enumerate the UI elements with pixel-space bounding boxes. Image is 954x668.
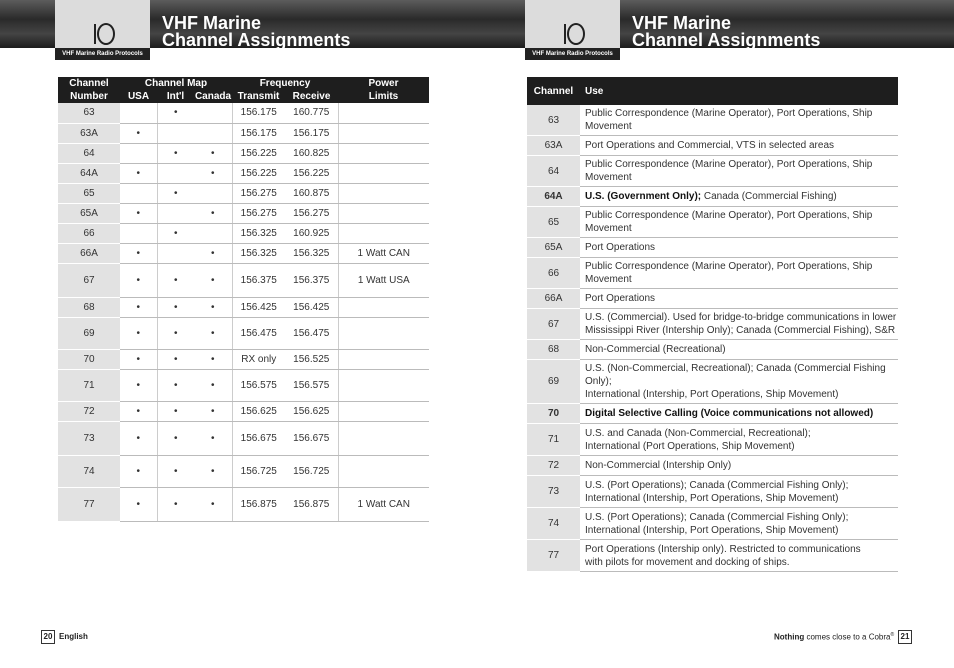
table-cell: 66 — [58, 223, 120, 243]
table-cell: • — [194, 263, 232, 297]
header-canada: Canada — [194, 91, 232, 102]
use-cell — [580, 476, 898, 508]
table-header-row-1 — [58, 77, 429, 90]
table-cell: • — [120, 263, 157, 297]
table-cell — [194, 123, 232, 143]
right-tab-label: VHF Marine Radio Protocols — [525, 48, 620, 60]
table-cell: 156.425 — [232, 297, 285, 317]
use-cell — [580, 309, 898, 340]
cobra-logo-icon — [561, 20, 587, 46]
table-cell: • — [194, 163, 232, 183]
header-limits: Limits — [338, 90, 429, 103]
table-cell: 156.325 — [285, 243, 338, 263]
table-row — [58, 143, 429, 163]
table-cell: • — [157, 369, 194, 401]
table-cell: 160.875 — [285, 183, 338, 203]
use-text: Mississippi River (Intership Only); Canada (Commercial Fishing), S&R — [585, 325, 896, 336]
table-row — [527, 476, 898, 508]
table-cell — [338, 401, 429, 421]
table-row — [527, 105, 898, 136]
table-row — [527, 156, 898, 187]
table-cell: 156.275 — [285, 203, 338, 223]
header-channel: Channel — [527, 77, 580, 105]
table-cell — [120, 103, 157, 123]
use-text: U.S. (Commercial). Used for bridge-to-bridge communications in lower — [585, 312, 897, 323]
table-cell — [120, 223, 157, 243]
table-cell: • — [157, 401, 194, 421]
table-cell: 66A — [58, 243, 120, 263]
table-cell — [338, 103, 429, 123]
table-cell — [338, 297, 429, 317]
table-row — [58, 123, 429, 143]
table-row — [527, 187, 898, 207]
table-cell: 69 — [58, 317, 120, 349]
table-cell: 156.725 — [232, 455, 285, 487]
table-cell: • — [120, 317, 157, 349]
right-page-number: 21 — [898, 630, 912, 644]
table-cell: • — [120, 297, 157, 317]
table-cell — [338, 349, 429, 369]
header-number: Number — [58, 90, 120, 103]
table-row — [58, 103, 429, 123]
use-cell — [580, 424, 898, 456]
table-cell: 156.575 — [232, 369, 285, 401]
table-cell — [338, 369, 429, 401]
table-cell: • — [194, 455, 232, 487]
channel-cell: 73 — [527, 476, 580, 508]
table-row — [58, 401, 429, 421]
channel-cell: 70 — [527, 404, 580, 424]
table-cell: 63A — [58, 123, 120, 143]
table-cell — [338, 455, 429, 487]
left-tab-label: VHF Marine Radio Protocols — [55, 48, 150, 60]
table-cell: • — [157, 103, 194, 123]
table-cell: • — [157, 455, 194, 487]
header-channel: Channel — [58, 77, 120, 90]
use-cell — [580, 360, 898, 404]
use-text: Port Operations — [585, 242, 656, 253]
table-cell: • — [120, 203, 157, 223]
channel-cell: 63A — [527, 136, 580, 156]
table-row — [527, 508, 898, 540]
use-cell — [580, 508, 898, 540]
table-cell: 156.175 — [232, 123, 285, 143]
right-footer-tagline: Nothing comes close to a Cobra® — [774, 632, 895, 642]
table-row — [58, 317, 429, 349]
table-row — [58, 223, 429, 243]
table-cell — [157, 203, 194, 223]
table-cell — [157, 123, 194, 143]
channel-cell: 71 — [527, 424, 580, 456]
table-cell: 156.625 — [285, 401, 338, 421]
use-bold-text: U.S. (Government Only); — [585, 191, 702, 202]
table-header-row — [527, 77, 898, 105]
left-footer-language: English — [59, 632, 88, 641]
table-cell — [120, 183, 157, 203]
use-text: U.S. (Non-Commercial, Recreational); Canada (Commercial Fishing Only); — [585, 363, 886, 387]
table-cell: • — [120, 163, 157, 183]
table-cell: 156.225 — [232, 163, 285, 183]
table-cell: • — [194, 369, 232, 401]
table-cell: • — [157, 143, 194, 163]
left-section-tab — [55, 0, 150, 60]
table-cell: • — [120, 421, 157, 455]
use-text: Public Correspondence (Marine Operator), Port Operations, Ship Movement — [585, 210, 873, 234]
table-cell — [120, 143, 157, 163]
right-section-tab — [525, 0, 620, 60]
table-cell: • — [157, 317, 194, 349]
channel-cell: 68 — [527, 340, 580, 360]
table-cell: • — [157, 349, 194, 369]
table-row — [527, 456, 898, 476]
table-row — [58, 455, 429, 487]
table-row — [527, 289, 898, 309]
table-row — [58, 369, 429, 401]
table-cell: • — [194, 487, 232, 521]
use-cell — [580, 340, 898, 360]
channel-cell: 66 — [527, 258, 580, 289]
table-cell — [338, 163, 429, 183]
header-use: Use — [580, 77, 898, 105]
channel-use-table — [527, 77, 898, 572]
table-cell — [338, 123, 429, 143]
table-cell: 156.375 — [285, 263, 338, 297]
table-cell: 70 — [58, 349, 120, 369]
table-cell: 156.525 — [285, 349, 338, 369]
table-cell: • — [194, 401, 232, 421]
table-cell — [338, 143, 429, 163]
use-text: U.S. (Port Operations); Canada (Commercial Fishing Only); — [585, 511, 849, 523]
table-cell: 77 — [58, 487, 120, 521]
table-row — [58, 203, 429, 223]
table-cell: 65 — [58, 183, 120, 203]
table-cell: 156.175 — [285, 123, 338, 143]
table-cell: • — [194, 297, 232, 317]
use-text: International (Intership, Port Operations, Ship Movement) — [585, 389, 839, 400]
table-cell: • — [194, 203, 232, 223]
channel-cell: 74 — [527, 508, 580, 540]
header-intl: Int'l — [157, 90, 194, 103]
table-cell: 156.275 — [232, 203, 285, 223]
header-receive: Receive — [285, 90, 338, 103]
table-cell: • — [157, 421, 194, 455]
table-cell: • — [157, 297, 194, 317]
table-cell: • — [120, 243, 157, 263]
table-row — [58, 243, 429, 263]
use-text: Port Operations and Commercial, VTS in selected areas — [585, 140, 834, 151]
use-cell — [580, 404, 898, 424]
use-text: U.S. and Canada (Non-Commercial, Recreational); — [585, 427, 811, 439]
table-cell — [338, 421, 429, 455]
table-row — [527, 340, 898, 360]
channel-cell: 65A — [527, 238, 580, 258]
use-cell — [580, 105, 898, 136]
header-usa: USA — [120, 90, 157, 103]
table-cell: 156.225 — [232, 143, 285, 163]
use-text: International (Port Operations, Ship Movement) — [585, 440, 795, 452]
use-cell — [580, 207, 898, 238]
table-cell: 156.325 — [232, 243, 285, 263]
channel-frequency-table — [58, 77, 429, 522]
table-cell: • — [120, 349, 157, 369]
table-cell — [194, 103, 232, 123]
use-text: Canada (Commercial Fishing) — [701, 191, 837, 202]
use-cell — [580, 156, 898, 187]
left-page-title: VHF Marine Channel Assignments — [162, 13, 351, 50]
channel-cell: 66A — [527, 289, 580, 309]
table-cell: • — [120, 455, 157, 487]
table-cell: 1 Watt USA — [338, 263, 429, 297]
use-cell — [580, 540, 898, 572]
left-page-number: 20 — [41, 630, 55, 644]
table-cell: 156.475 — [232, 317, 285, 349]
header-channel-map: Channel Map — [120, 77, 232, 90]
table-cell: 160.825 — [285, 143, 338, 163]
table-cell: • — [157, 263, 194, 297]
table-cell: 156.625 — [232, 401, 285, 421]
table-row — [527, 360, 898, 404]
table-row — [527, 238, 898, 258]
table-cell — [338, 183, 429, 203]
table-cell: 160.925 — [285, 223, 338, 243]
use-text: Non-Commercial (Intership Only) — [585, 460, 732, 471]
table-cell: • — [194, 143, 232, 163]
cobra-logo-icon — [91, 20, 117, 46]
table-cell: 156.425 — [285, 297, 338, 317]
table-cell: 1 Watt CAN — [338, 487, 429, 521]
table-cell: 156.175 — [232, 103, 285, 123]
table-cell: • — [157, 487, 194, 521]
table-cell: 156.875 — [232, 487, 285, 521]
table-cell: 68 — [58, 297, 120, 317]
table-cell: • — [120, 487, 157, 521]
table-cell: • — [194, 421, 232, 455]
table-cell: 67 — [58, 263, 120, 297]
table-cell — [157, 243, 194, 263]
table-cell: 64 — [58, 143, 120, 163]
table-row — [527, 424, 898, 456]
use-cell — [580, 258, 898, 289]
channel-cell: 69 — [527, 360, 580, 404]
table-row — [58, 163, 429, 183]
table-cell: • — [120, 401, 157, 421]
table-row — [58, 487, 429, 521]
channel-cell: 65 — [527, 207, 580, 238]
use-cell — [580, 136, 898, 156]
table-cell: • — [194, 243, 232, 263]
table-row — [58, 263, 429, 297]
table-cell: • — [194, 349, 232, 369]
table-row — [527, 309, 898, 340]
table-cell: 74 — [58, 455, 120, 487]
table-cell: 63 — [58, 103, 120, 123]
table-header-row-2 — [58, 90, 429, 103]
use-bold-text: Digital Selective Calling (Voice communications not allowed) — [585, 408, 874, 419]
table-cell: 156.475 — [285, 317, 338, 349]
header-transmit: Transmit — [232, 90, 285, 103]
use-text: Port Operations (Intership only). Restricted to communications — [585, 543, 861, 555]
table-row — [527, 207, 898, 238]
use-text: Port Operations — [585, 293, 656, 304]
channel-cell: 77 — [527, 540, 580, 572]
use-cell — [580, 456, 898, 476]
table-row — [527, 258, 898, 289]
channel-cell: 64 — [527, 156, 580, 187]
use-text: International (Intership, Port Operations, Ship Movement) — [585, 492, 839, 504]
use-text: Public Correspondence (Marine Operator), Port Operations, Ship Movement — [585, 261, 873, 285]
table-cell — [194, 183, 232, 203]
table-row — [58, 421, 429, 455]
table-cell: RX only — [232, 349, 285, 369]
table-cell: 156.675 — [232, 421, 285, 455]
table-cell: • — [120, 369, 157, 401]
channel-cell: 63 — [527, 105, 580, 136]
table-cell: 156.875 — [285, 487, 338, 521]
table-cell: 65A — [58, 203, 120, 223]
table-cell — [338, 317, 429, 349]
use-text: Public Correspondence (Marine Operator), Port Operations, Ship Movement — [585, 159, 873, 183]
table-cell: • — [157, 183, 194, 203]
table-cell: 64A — [58, 163, 120, 183]
table-cell — [194, 223, 232, 243]
table-cell: • — [157, 223, 194, 243]
table-cell: 72 — [58, 401, 120, 421]
channel-cell: 64A — [527, 187, 580, 207]
table-cell — [338, 203, 429, 223]
table-cell — [157, 163, 194, 183]
right-page-title: VHF Marine Channel Assignments — [632, 13, 821, 50]
channel-cell: 67 — [527, 309, 580, 340]
table-cell — [338, 223, 429, 243]
table-cell: 156.725 — [285, 455, 338, 487]
header-frequency: Frequency — [232, 77, 338, 90]
table-row — [527, 540, 898, 572]
header-power: Power — [338, 77, 429, 90]
table-row — [58, 297, 429, 317]
table-row — [527, 136, 898, 156]
table-cell: • — [194, 317, 232, 349]
table-cell: 156.325 — [232, 223, 285, 243]
use-cell — [580, 238, 898, 258]
table-cell: • — [120, 123, 157, 143]
table-cell: 156.675 — [285, 421, 338, 455]
use-text: Non-Commercial (Recreational) — [585, 344, 726, 355]
table-cell: 71 — [58, 369, 120, 401]
use-cell — [580, 289, 898, 309]
use-text: with pilots for movement and docking of ships. — [585, 556, 790, 568]
use-text: International (Intership, Port Operations, Ship Movement) — [585, 524, 839, 536]
table-cell: 160.775 — [285, 103, 338, 123]
table-cell: 156.275 — [232, 183, 285, 203]
table-cell: 73 — [58, 421, 120, 455]
channel-cell: 72 — [527, 456, 580, 476]
table-cell: 156.375 — [232, 263, 285, 297]
use-text: Public Correspondence (Marine Operator), Port Operations, Ship Movement — [585, 108, 873, 132]
table-cell: 156.575 — [285, 369, 338, 401]
table-row — [527, 404, 898, 424]
table-row — [58, 349, 429, 369]
table-row — [58, 183, 429, 203]
use-text: U.S. (Port Operations); Canada (Commercial Fishing Only); — [585, 479, 849, 491]
table-cell: 156.225 — [285, 163, 338, 183]
table-cell: 1 Watt CAN — [338, 243, 429, 263]
use-cell — [580, 187, 898, 207]
